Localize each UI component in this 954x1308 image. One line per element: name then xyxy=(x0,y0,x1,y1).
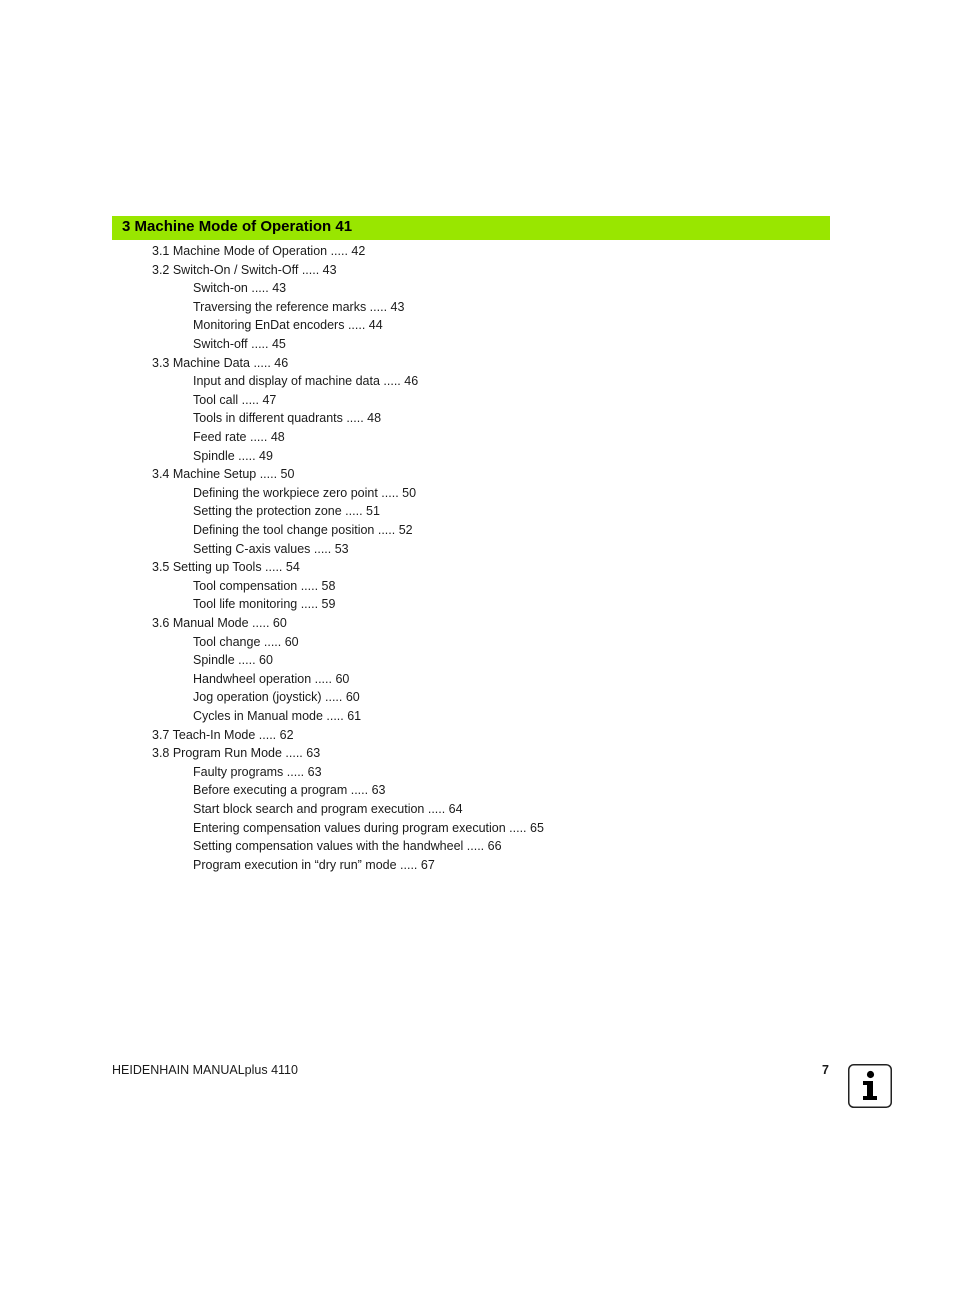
manual-name: HEIDENHAIN MANUALplus 4110 xyxy=(112,1063,298,1077)
toc-subsection-entry: Setting C-axis values ..... 53 xyxy=(193,542,349,556)
toc-subsection-entry: Tool compensation ..... 58 xyxy=(193,579,336,593)
toc-subsection-entry: Setting the protection zone ..... 51 xyxy=(193,504,380,518)
toc-subsection-entry: Start block search and program execution ..... 64 xyxy=(193,802,463,816)
toc-section-entry: 3.2 Switch-On / Switch-Off ..... 43 xyxy=(152,263,337,277)
page-number: 7 xyxy=(822,1063,829,1077)
toc-subsection-entry: Tool change ..... 60 xyxy=(193,635,299,649)
toc-subsection-entry: Switch-off ..... 45 xyxy=(193,337,286,351)
toc-subsection-entry: Switch-on ..... 43 xyxy=(193,281,287,295)
toc-section-entry: 3.7 Teach-In Mode ..... 62 xyxy=(152,728,294,742)
toc-section-entry: 3.6 Manual Mode ..... 60 xyxy=(152,616,287,630)
toc-subsection-entry: Spindle ..... 49 xyxy=(193,449,273,463)
toc-subsection-entry: Cycles in Manual mode ..... 61 xyxy=(193,709,362,723)
toc-subsection-entry: Program execution in “dry run” mode ..... 67 xyxy=(193,858,435,872)
toc-subsection-entry: Handwheel operation ..... 60 xyxy=(193,672,350,686)
toc-section-entry: 3.5 Setting up Tools ..... 54 xyxy=(152,560,300,574)
toc-section-entry: 3.1 Machine Mode of Operation ..... 42 xyxy=(152,244,366,258)
toc-subsection-entry: Monitoring EnDat encoders ..... 44 xyxy=(193,318,383,332)
toc-subsection-entry: Spindle ..... 60 xyxy=(193,653,273,667)
toc-subsection-entry: Entering compensation values during program execution ..... 65 xyxy=(193,821,544,835)
toc-subsection-entry: Feed rate ..... 48 xyxy=(193,430,285,444)
toc-subsection-entry: Traversing the reference marks ..... 43 xyxy=(193,300,405,314)
toc-section-entry: 3.3 Machine Data ..... 46 xyxy=(152,356,289,370)
toc-section-entry: 3.8 Program Run Mode ..... 63 xyxy=(152,746,321,760)
chapter-title: 3 Machine Mode of Operation 41 xyxy=(122,218,353,235)
toc-subsection-entry: Before executing a program ..... 63 xyxy=(193,783,386,797)
toc-subsection-entry: Jog operation (joystick) ..... 60 xyxy=(193,690,360,704)
toc-subsection-entry: Tool call ..... 47 xyxy=(193,393,277,407)
toc-subsection-entry: Tool life monitoring ..... 59 xyxy=(193,597,336,611)
toc-subsection-entry: Tools in different quadrants ..... 48 xyxy=(193,411,382,425)
toc-subsection-entry: Faulty programs ..... 63 xyxy=(193,765,322,779)
toc-subsection-entry: Setting compensation values with the handwheel ..... 66 xyxy=(193,839,502,853)
info-icon xyxy=(848,1064,892,1108)
toc-subsection-entry: Input and display of machine data ..... 46 xyxy=(193,374,419,388)
toc-subsection-entry: Defining the workpiece zero point ..... 50 xyxy=(193,486,417,500)
toc-section-entry: 3.4 Machine Setup ..... 50 xyxy=(152,467,295,481)
toc-subsection-entry: Defining the tool change position ..... 52 xyxy=(193,523,413,537)
